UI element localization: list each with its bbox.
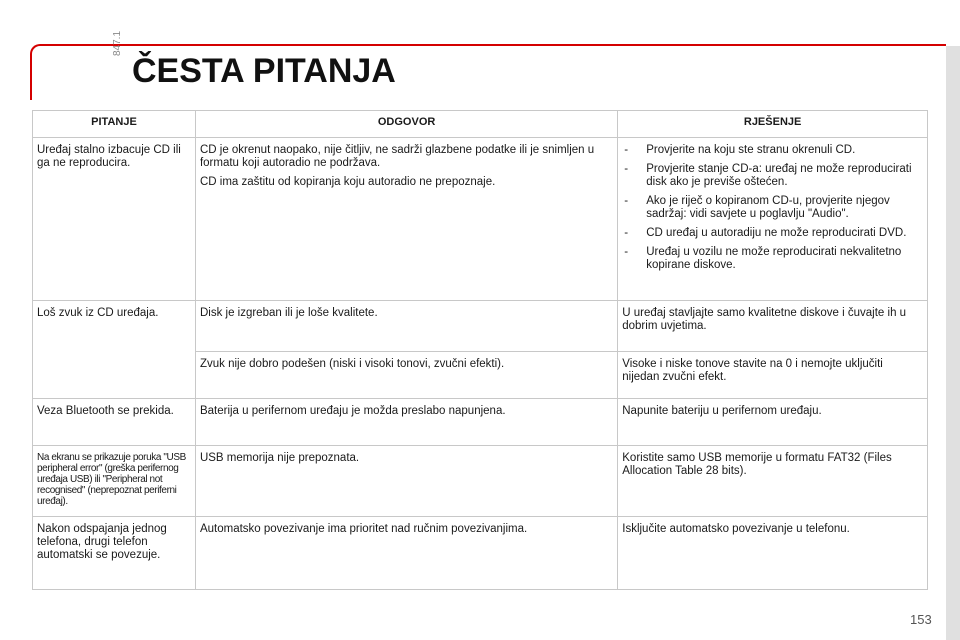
solution-list — [622, 144, 923, 272]
page-number: 153 — [910, 612, 932, 627]
faq-table — [32, 110, 928, 590]
solution-cell: Napunite bateriju u perifernom uređaju. — [618, 399, 928, 446]
solution-item: - CD uređaj u autoradiju ne može reproducirati DVD. — [622, 227, 923, 240]
solution-cell: Koristite samo USB memorije u formatu FAT32 (Files Allocation Table 28 bits). — [618, 446, 928, 517]
answer-paragraph: CD je okrenut naopako, nije čitljiv, ne sadrži glazbene podatke ili je snimljen u formatu koji autoradio ne podržava. — [199, 144, 595, 169]
column-header-answer: ODGOVOR — [195, 111, 617, 138]
table-row — [33, 399, 928, 446]
answer-cell: Automatsko povezivanje ima prioritet nad ručnim povezivanjima. — [195, 517, 617, 590]
question-cell: Uređaj stalno izbacuje CD ili ga ne reproducira. — [33, 138, 196, 301]
column-header-question: PITANJE — [33, 111, 196, 138]
question-cell: Veza Bluetooth se prekida. — [33, 399, 196, 446]
question-cell: Loš zvuk iz CD uređaja. — [33, 301, 196, 399]
column-header-solution: RJEŠENJE — [618, 111, 928, 138]
solution-cell — [618, 138, 928, 301]
solution-cell: Visoke i niske tonove stavite na 0 i nemojte uključiti nijedan zvučni efekt. — [618, 352, 928, 399]
table-row — [33, 517, 928, 590]
section-code: 847.1 — [112, 30, 123, 56]
question-cell: Nakon odspajanja jednog telefona, drugi telefon automatski se povezuje. — [33, 517, 196, 590]
table-row — [33, 138, 928, 301]
solution-item: - Ako je riječ o kopiranom CD-u, provjerite njegov sadržaj: vidi savjete u poglavlju "Audio". — [622, 195, 923, 221]
answer-paragraph: CD ima zaštitu od kopiranja koju autoradio ne prepoznaje. — [199, 176, 496, 188]
solution-item: - Uređaj u vozilu ne može reproducirati nekvalitetno kopirane diskove. — [622, 246, 923, 272]
answer-cell: USB memorija nije prepoznata. — [195, 446, 617, 517]
table-header-row — [33, 111, 928, 138]
answer-cell: Disk je izgreban ili je loše kvalitete. — [195, 301, 617, 352]
solution-item: - Provjerite na koju ste stranu okrenuli CD. — [622, 144, 923, 157]
solution-cell: Isključite automatsko povezivanje u telefonu. — [618, 517, 928, 590]
answer-cell: Zvuk nije dobro podešen (niski i visoki tonovi, zvučni efekti). — [195, 352, 617, 399]
table-row — [33, 446, 928, 517]
answer-cell — [195, 138, 617, 301]
table-row — [33, 301, 928, 352]
question-cell: Na ekranu se prikazuje poruka "USB peripheral error" (greška perifernog uređaja USB) ili "Peripheral not recognised" (neprepoznat periferni uređaj). — [33, 446, 196, 517]
page-title: ČESTA PITANJA — [132, 52, 396, 90]
page-edge-strip — [946, 46, 960, 640]
solution-item: - Provjerite stanje CD-a: uređaj ne može reproducirati disk ako je previše oštećen. — [622, 163, 923, 189]
solution-cell: U uređaj stavljajte samo kvalitetne diskove i čuvajte ih u dobrim uvjetima. — [618, 301, 928, 352]
answer-cell: Baterija u perifernom uređaju je možda preslabo napunjena. — [195, 399, 617, 446]
